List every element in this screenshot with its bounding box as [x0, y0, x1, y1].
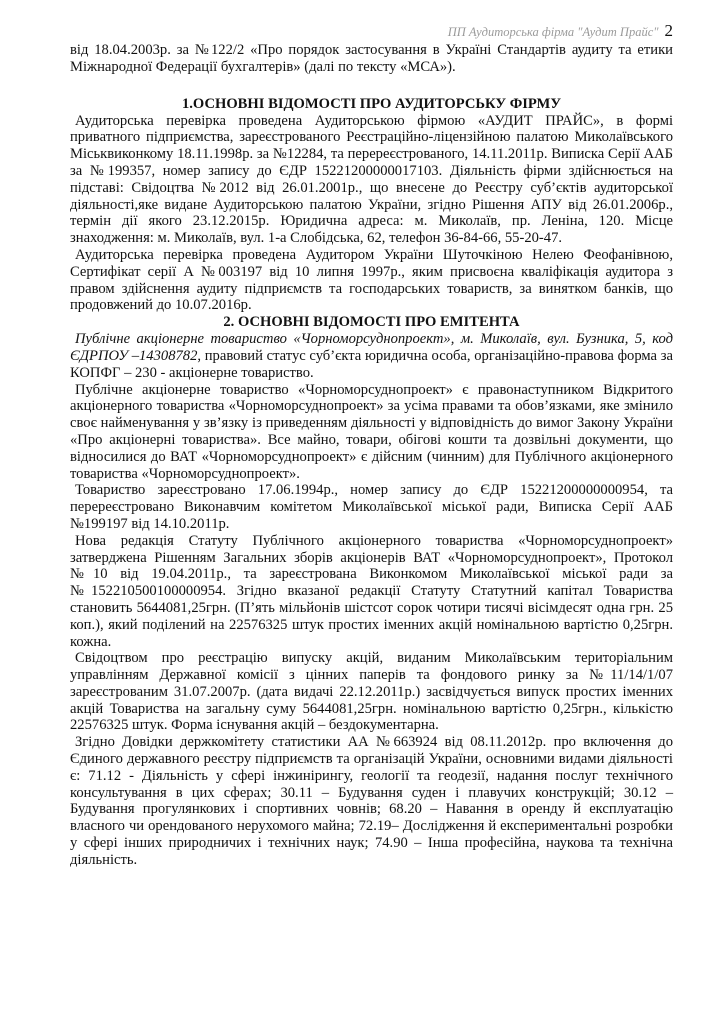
section2-paragraph-1	[70, 331, 673, 381]
issuer-legal-status: , правовий статус суб’єкта юридична особа, організаційно-правова форма за КОПФГ – 230 - акціонерне товариство.	[70, 347, 673, 381]
section1-paragraph-1: Аудиторська перевірка проведена Аудиторською фірмою «АУДИТ ПРАЙС», в формі приватного підприємства, зареєстрованого Реєстраційно-ліцензійною палатою Миколаївського Міськвиконкому 18.11.1998р. за №12284, та перереєстрованого, 14.11.2011р. Виписка Серії ААБ за №199357, номер запису до ЄДР 15221200000017103. Діяльність фірми здійснюється на підставі: Свідоцтва №2012 від 26.01.2001р., що внесене до Реєстру суб’єктів аудиторської діяльності,яке видане Аудиторською палатою України, згідно Рішення АПУ від 26.01.2006р., термін дії якого 23.12.2015р. Юридична адреса: м. Миколаїв, пр. Леніна, 120. Місце знаходження: м. Миколаїв, вул. 1-а Слобідська, 62, телефон 36-84-66, 55-20-47.	[70, 112, 673, 247]
section2-paragraph-5: Свідоцтвом про реєстрацію випуску акцій, виданим Миколаївським територіальним управлінням Державної комісії з цінних паперів та фондового ринку за №11/14/1/07 зареєстрованим 31.07.2007р. (дата видачі 22.12.2011р.) засвідчується випуск простих іменних акцій Товариства на загальну суму 5644081,25грн. номінальною вартістю 0,25грн., кількістю 22576325 штук. Форма існування акцій – бездокументарна.	[70, 650, 673, 734]
page-number: 2	[664, 21, 673, 40]
section1-paragraph-2: Аудиторська перевірка проведена Аудитором України Шуточкіною Нелею Феофанівною, Сертифікат серії А №003197 від 10 липня 1997р., яким присвоєна кваліфікація аудитора з правом здійснення аудиту підприємств та господарських товариств, за винятком банків, що продовжений до 10.07.2016р.	[70, 246, 673, 314]
issuer-name-address: Публічне акціонерне товариство «Чорноморсуднопроект», м. Миколаїв, вул. Бузника, 5, код ЄДРПОУ –14308782	[70, 331, 673, 364]
header-org-name: ПП Аудиторська фірма "Аудит Прайс"	[447, 25, 659, 39]
section1-title: 1.ОСНОВНІ ВІДОМОСТІ ПРО АУДИТОРСЬКУ ФІРМУ	[181, 95, 562, 112]
section2-paragraph-4: Нова редакція Статуту Публічного акціонерного товариства «Чорноморсуднопроект» затверджена Рішенням Загальних зборів акціонерів ВАТ «Чорноморсуднопроект», Протокол №10 від 19.04.2011р., та зареєстрована Виконкомом Миколаївської міської ради за №152210500100000954. Згідно вказаної редакції Статуту Статутний капітал Товариства становить 5644081,25грн. (П’ять мільйонів шістсот сорок чотири тисячі вісімдесят одна грн. 25 коп.), який поділений на 22576325 штук простих іменних акцій номінальною вартістю 0,25грн. кожна.	[70, 532, 673, 650]
section2-paragraph-3: Товариство зареєстровано 17.06.1994р., номер запису до ЄДР 15221200000000954, та перереєстровано Виконавчим комітетом Миколаївської міської ради, Виписка Серії ААБ №199197 від 14.10.2011р.	[70, 482, 673, 532]
page-header	[70, 22, 673, 40]
section2-title: 2. ОСНОВНІ ВІДОМОСТІ ПРО ЕМІТЕНТА	[223, 314, 520, 331]
section2-paragraph-2: Публічне акціонерне товариство «Чорноморсуднопроект» є правонаступником Відкритого акціонерного товариства «Чорноморсуднопроект» за усіма правами та обов’язками, яке змінило своє найменування у зв’язку із приведенням діяльності у відповідність до вимог Закону України «Про акціонерні товариства». Все майно, товари, обігові кошти та дозвільні документи, що відносилися до ВАТ «Чорноморсуднопроект» є дійсним (чинним) для Публічного акціонерного товариства «Чорноморсуднопроект».	[70, 381, 673, 482]
section2-paragraph-6: Згідно Довідки держкомітету статистики АА №663924 від 08.11.2012р. про включення до Єдиного державного реєстру підприємств та організацій України, основними видами діяльності є: 71.12 - Діяльність у сфері інжинірингу, геології та геодезії, надання послуг технічного консультування в цих сферах; 30.11 – Будування суден і плавучих конструкцій; 30.12 – Будування прогулянкових і спортивних човнів; 68.20 – Навання в оренду й експлуатацію власного чи орендованого нерухомого майна; 72.19– Дослідження й експериментальні розробки у сфері інших природничих і технічних наук; 74.90 – Інша професійна, наукова та технічна діяльність.	[70, 734, 673, 868]
document-page	[70, 22, 673, 869]
intro-paragraph: від 18.04.2003р. за №122/2 «Про порядок застосування в Україні Стандартів аудиту та етики Міжнародної Федерації бухгалтерів» (далі по тексту «МСА»).	[70, 42, 673, 75]
